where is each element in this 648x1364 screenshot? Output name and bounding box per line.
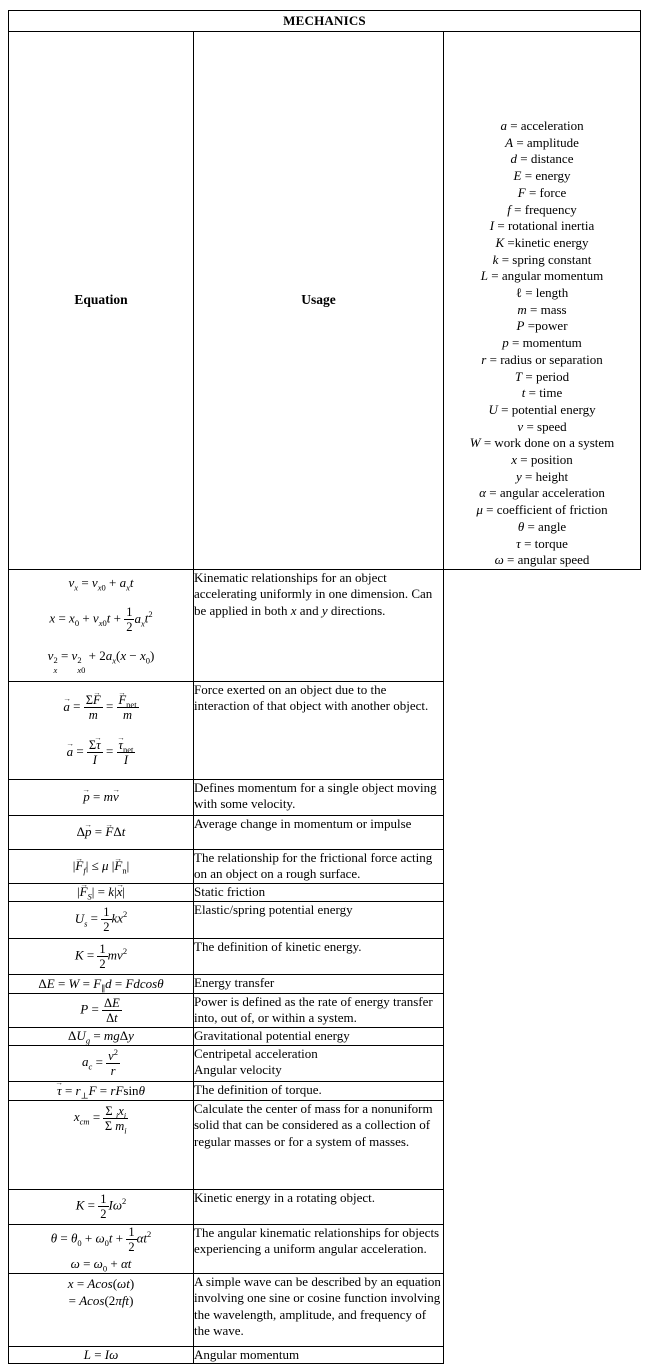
variable-definition: a = acceleration (500, 118, 584, 133)
variable-definition: k = spring constant (492, 251, 592, 267)
variable-definition: T = period (514, 368, 570, 384)
table-row (9, 1273, 641, 1346)
equation: L = Iω (83, 1347, 119, 1363)
usage-cell: The angular kinematic relationships for objects experiencing a uniform angular acceleration. (194, 1224, 444, 1273)
table-row (9, 569, 641, 681)
equation: $U_s$ = $\frac{1}{2}$ $kx^2$ (74, 905, 128, 935)
equation: $\Delta U_g = mg\Delta y$ (68, 1028, 134, 1047)
variable-definition: A = amplitude (505, 134, 579, 150)
variable-definition: L = angular momentum (480, 268, 604, 284)
usage-cell: Static friction (194, 883, 444, 901)
equation-cell (9, 1273, 194, 1346)
variable-definition: μ = coefficient of friction (476, 502, 608, 518)
equation: $\theta = \theta_0 + \omega_0t$ + $\frac{1}{2}$ $\alpha t^2$ (50, 1225, 152, 1255)
equation: K = $\frac{1}{2}$ $I\omega^2$ (75, 1192, 127, 1222)
usage-cell: Kinematic relationships for an object accelerating uniformly in one dimension. Can be applied in both x and y directions. (194, 569, 444, 681)
equation: K = $\frac{1}{2}$ $mv^2$ (74, 941, 128, 971)
equation-cell (9, 901, 194, 938)
equation-cell (9, 993, 194, 1027)
equation-cell (9, 938, 194, 974)
table-row (9, 938, 641, 974)
variable-definition: I = rotational inertia (489, 218, 595, 234)
table-row (9, 815, 641, 849)
variable-definition: m = mass (517, 301, 567, 317)
variable-definition: y = height (515, 468, 569, 484)
equation: $|F \to_f| \le \mu$ $|F \to_n|$ (9, 858, 193, 874)
variable-definition: E = energy (513, 168, 571, 184)
equation: $a_c$ = $\frac{v^2}{r}$ (82, 1046, 118, 1078)
variable-definition: r = radius or separation (481, 351, 603, 367)
table-row (9, 1045, 641, 1081)
variable-definition: α = angular acceleration (479, 485, 605, 501)
column-header-usage: Usage (194, 32, 444, 570)
usage-cell: Defines momentum for a single object moving with some velocity. (194, 779, 444, 815)
variable-definition: F = force (517, 184, 567, 200)
table-row (9, 883, 641, 901)
equation: $\omega = \omega_0 + \alpha t$ (70, 1256, 132, 1275)
usage-cell: Average change in momentum or impulse (194, 815, 444, 849)
equation-cell (9, 569, 194, 681)
usage-cell: Power is defined as the rate of energy transfer into, out of, or within a system. (194, 993, 444, 1027)
variable-definition: ℓ = length (515, 285, 569, 301)
variable-definition: U = potential energy (488, 401, 596, 417)
equation-cell (9, 815, 194, 849)
variable-definition: p = momentum (502, 335, 582, 351)
equation: a → = $\frac{\Sigma\tau \to}{I}$ = $\frac{\tau \to_{net}}{I}$ (9, 738, 193, 767)
table-row (9, 1346, 641, 1363)
equation-cell (9, 883, 194, 901)
variable-definitions-list (444, 32, 640, 569)
equation: p → = mv → (9, 789, 193, 805)
equation-cell (9, 681, 194, 779)
table-row (9, 901, 641, 938)
equation-cell (9, 1027, 194, 1045)
equation: τ → = $r_\perp F = rFsin\theta$ (9, 1083, 193, 1099)
equation-cell (9, 1189, 194, 1224)
mechanics-formula-table (8, 10, 641, 1364)
usage-cell: Gravitational potential energy (194, 1027, 444, 1045)
variable-definition: θ = angle (517, 518, 567, 534)
equation-cell (9, 974, 194, 993)
variable-definition: f = frequency (507, 201, 577, 217)
usage-cell: Calculate the center of mass for a nonuniform solid that can be considered as a collection of regular masses or for a system of masses. (194, 1100, 444, 1189)
variable-definition: v = speed (517, 418, 567, 434)
table-row (9, 1081, 641, 1100)
equation: x = Acos(ωt) (67, 1275, 135, 1291)
table-row (9, 1224, 641, 1273)
equation: $\Delta E = W = F_\parallel d = Fdcos\theta$ (38, 975, 164, 994)
usage-cell: Energy transfer (194, 974, 444, 993)
table-row (9, 779, 641, 815)
variable-definition: d = distance (510, 151, 574, 167)
equation: $x = x_0 + v_{x0}t$ + $\frac{1}{2}$ $a_xt^2$ (49, 605, 153, 635)
equation-cell (9, 849, 194, 883)
usage-cell: Kinetic energy in a rotating object. (194, 1189, 444, 1224)
usage-cell: A simple wave can be described by an equation involving one sine or cosine function involving the wavelength, amplitude, and frequency of the wave. (194, 1273, 444, 1346)
equation-cell (9, 1045, 194, 1081)
variable-definition: W = work done on a system (469, 435, 615, 451)
equation-cell (9, 1081, 194, 1100)
usage-cell: The definition of kinetic energy. (194, 938, 444, 974)
equation: $|F \to_S| = k|x$ →| (9, 884, 193, 900)
equation: a → = $\frac{\Sigma F \to}{m}$ = $\frac{F \to_{net}}{m}$ (9, 693, 193, 722)
variable-definitions-cell (444, 32, 641, 570)
table-row (9, 974, 641, 993)
equation-cell (9, 1100, 194, 1189)
usage-cell: Force exerted on an object due to the interaction of that object with another object. (194, 681, 444, 779)
variable-definition: ω = angular speed (494, 552, 590, 568)
equation-cell (9, 1224, 194, 1273)
table-row (9, 849, 641, 883)
equation-cell (9, 779, 194, 815)
table-title: MECHANICS (9, 11, 641, 32)
equation: = Acos(2πft) (68, 1292, 134, 1308)
column-header-equation: Equation (9, 32, 194, 570)
equation: $x_{cm}$ = $\frac{\Sigma _ix_i}{\Sigma m_i}$ (73, 1103, 127, 1136)
usage-cell: The definition of torque. (194, 1081, 444, 1100)
usage-cell: Elastic/spring potential energy (194, 901, 444, 938)
usage-cell: Angular momentum (194, 1346, 444, 1363)
table-row (9, 681, 641, 779)
table-row (9, 1100, 641, 1189)
table-row (9, 1027, 641, 1045)
table-row (9, 993, 641, 1027)
equation: P = $\frac{\Delta E}{\Delta t}$ (80, 995, 120, 1025)
usage-cell: Centripetal acceleration Angular velocity (194, 1045, 444, 1081)
equation: Δp → = F →Δt (9, 824, 193, 840)
variable-definition: K =kinetic energy (495, 234, 589, 250)
variable-definition: t = time (521, 385, 563, 401)
equation: $v_x = v_{x0} + a_xt$ (68, 575, 134, 593)
variable-definition: P =power (516, 318, 568, 334)
equation-cell (9, 1346, 194, 1363)
equation: v 2 x = v 2 x0 + $2a_x(x - x_0)$ (47, 648, 155, 676)
usage-cell: The relationship for the frictional force acting on an object on a rough surface. (194, 849, 444, 883)
table-row (9, 1189, 641, 1224)
variable-definition: τ = torque (516, 535, 568, 551)
variable-definition: x = position (511, 452, 573, 468)
